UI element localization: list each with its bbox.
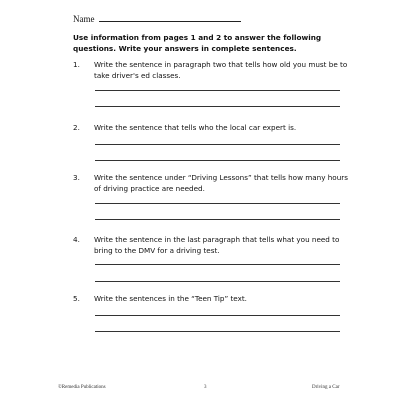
answer-line-4b[interactable] <box>95 281 340 282</box>
answer-line-3b[interactable] <box>95 219 340 220</box>
question-text: Write the sentence in paragraph two that tells how old you must be to take driver's ed classes. <box>94 60 348 80</box>
answer-line-3a[interactable] <box>95 203 340 204</box>
question-text: Write the sentence that tells who the local car expert is. <box>94 123 297 132</box>
question-number: 3. <box>73 173 80 182</box>
footer-title: Driving a Car <box>312 385 340 390</box>
answer-line-5b[interactable] <box>95 331 340 332</box>
question-number: 2. <box>73 123 80 132</box>
instructions: Use information from pages 1 and 2 to answer the following questions. Write your answers in complete sentences. <box>73 33 322 53</box>
name-row <box>73 14 241 24</box>
question-number: 5. <box>73 294 80 303</box>
footer-page-number: 3 <box>204 385 207 390</box>
name-field[interactable] <box>99 21 241 22</box>
footer-publisher: ©Remedia Publications <box>58 385 106 390</box>
answer-line-1a[interactable] <box>95 90 340 91</box>
question-text: Write the sentence in the last paragraph that tells what you need to bring to the DMV for a driving test. <box>94 235 340 255</box>
answer-line-1b[interactable] <box>95 106 340 107</box>
answer-line-2a[interactable] <box>95 144 340 145</box>
answer-line-4a[interactable] <box>95 264 340 265</box>
name-label: Name <box>73 14 95 24</box>
question-number: 4. <box>73 235 80 244</box>
answer-line-5a[interactable] <box>95 315 340 316</box>
question-number: 1. <box>73 60 80 69</box>
question-text: Write the sentences in the “Teen Tip” text. <box>94 294 247 303</box>
question-text: Write the sentence under “Driving Lessons” that tells how many hours of driving practice are needed. <box>94 173 348 193</box>
answer-line-2b[interactable] <box>95 160 340 161</box>
